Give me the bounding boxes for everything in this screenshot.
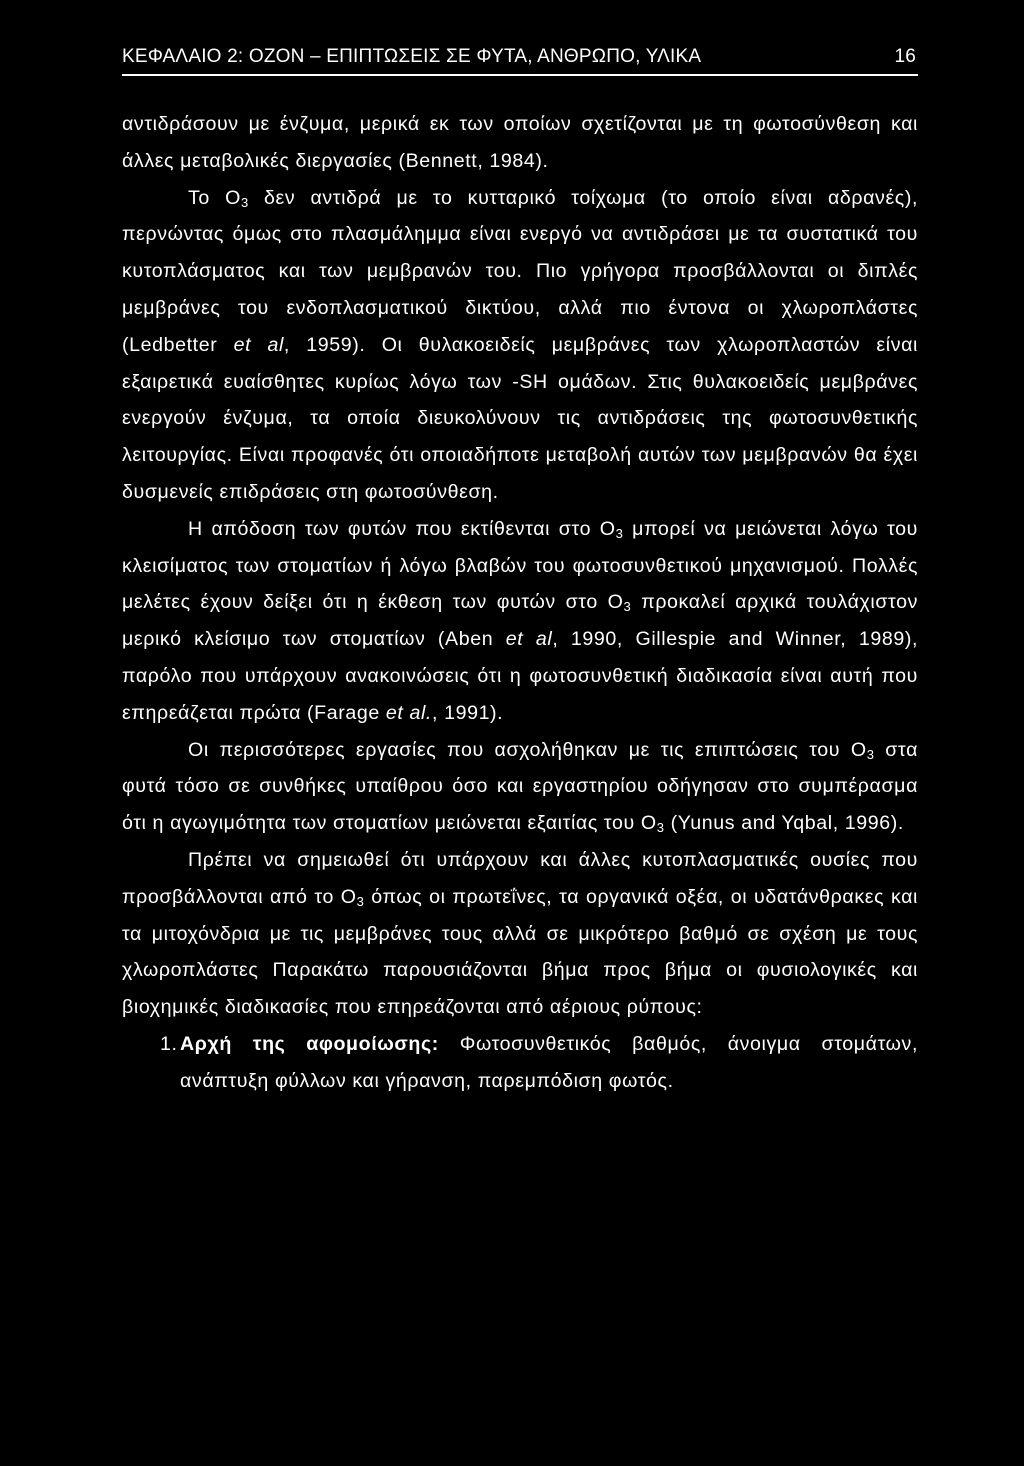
subscript: 3	[656, 820, 665, 836]
text-run: , 1991).	[431, 701, 504, 724]
paragraph-5	[122, 842, 918, 1026]
subscript: 3	[866, 746, 875, 762]
text-run: Οι περισσότερες εργασίες που ασχολήθηκαν με τις επιπτώσεις του O	[188, 738, 867, 761]
italic-run: et al	[233, 333, 284, 356]
text-run: Πρέπει να σημειωθεί ότι υπάρχουν και άλλες κυτοπλασματικές ουσίες που προσβάλλονται από το O	[122, 848, 918, 908]
italic-run: et al.	[385, 701, 432, 724]
paragraph-3	[122, 511, 918, 732]
paragraph-2	[122, 180, 918, 511]
bold-run: Αρχή της αφομοίωσης:	[180, 1032, 439, 1055]
running-header	[122, 44, 918, 76]
list-number: 1.	[160, 1032, 178, 1055]
subscript: 3	[615, 525, 624, 541]
list-text	[180, 1026, 918, 1100]
text-run: Το O	[188, 186, 241, 209]
text-run: προκαλεί αρχικά τουλάχιστον μερικό κλείσιμο των στοματίων (Aben	[122, 591, 918, 651]
subscript: 3	[240, 194, 249, 210]
italic-run: et al	[505, 628, 553, 651]
list-item	[160, 1026, 918, 1100]
paragraph-1: αντιδράσουν με ένζυμα, μερικά εκ των οποίων σχετίζονται με τη φωτοσύνθεση και άλλες μεταβολικές διεργασίες (Bennett, 1984).	[122, 113, 918, 172]
text-run: , 1990, Gillespie and Winner, 1989), παρόλο που υπάρχουν ανακοινώσεις ότι η φωτοσυνθετική διαδικασία είναι αυτή που επηρεάζεται πρώτα (Farage	[122, 628, 918, 724]
text-run: δεν αντιδρά με το κυτταρικό τοίχωμα (το οποίο είναι αδρανές), περνώντας όμως στο πλασμάλημμα είναι ενεργό να αντιδράσει με τα συστατικά του κυτοπλάσματος και των μεμβρανών του. Πιο γρήγορα προσβάλλονται οι διπλές μεμβράνες του ενδοπλασματικού δικτύου, αλλά πιο έντονα οι χλωροπλάστες (Ledbetter	[122, 186, 918, 356]
text-run: Φωτοσυνθετικός βαθμός, άνοιγμα στομάτων, ανάπτυξη φύλλων και γήρανση, παρεμπόδιση φωτός.	[180, 1032, 918, 1092]
page-number: 16	[894, 46, 916, 67]
body-text	[122, 106, 918, 1100]
text-run: στα φυτά τόσο σε συνθήκες υπαίθρου όσο και εργαστηρίου οδήγησαν στο συμπέρασμα ότι η αγωγιμότητα των στοματίων μειώνεται εξαιτίας του O	[122, 738, 918, 835]
paragraph-4	[122, 732, 918, 842]
subscript: 3	[356, 893, 365, 909]
text-run: Η απόδοση των φυτών που εκτίθενται στο O	[188, 517, 616, 540]
text-run: μπορεί να μειώνεται λόγω του κλεισίματος των στοματίων ή λόγω βλαβών του φωτοσυνθετικού μηχανισμού. Πολλές μελέτες έχουν δείξει ότι η έκθεση των φυτών στο O	[122, 517, 918, 614]
text-run: όπως οι πρωτεΐνες, τα οργανικά οξέα, οι υδατάνθρακες και τα μιτοχόνδρια με τις μεμβράνες τους αλλά σε μικρότερο βαθμό σε σχέση με τους χλωροπλάστες Παρακάτω παρουσιάζονται βήμα προς βήμα οι φυσιολογικές και βιοχημικές διαδικασίες που επηρεάζονται από αέριους ρύπους:	[122, 885, 918, 1019]
text-run: , 1959). Οι θυλακοειδείς μεμβράνες των χλωροπλαστών είναι εξαιρετικά ευαίσθητες κυρίως λόγω των -SH ομάδων. Στις θυλακοειδείς μεμβράνες ενεργούν ένζυμα, τα οποία διευκολύνουν τις αντιδράσεις της φωτοσυνθετικής λειτουργίας. Είναι προφανές ότι οποιαδήποτε μεταβολή αυτών των μεμβρανών θα έχει δυσμενείς επιδράσεις στη φωτοσύνθεση.	[122, 333, 918, 503]
text-run: (Yunus and Yqbal, 1996).	[664, 812, 904, 835]
subscript: 3	[623, 599, 632, 615]
chapter-title: ΚΕΦΑΛΑΙΟ 2: ΟΖΟΝ – ΕΠΙΠΤΩΣΕΙΣ ΣΕ ΦΥΤΑ, ΑΝΘΡΩΠΟ, ΥΛΙΚΑ	[122, 46, 702, 67]
